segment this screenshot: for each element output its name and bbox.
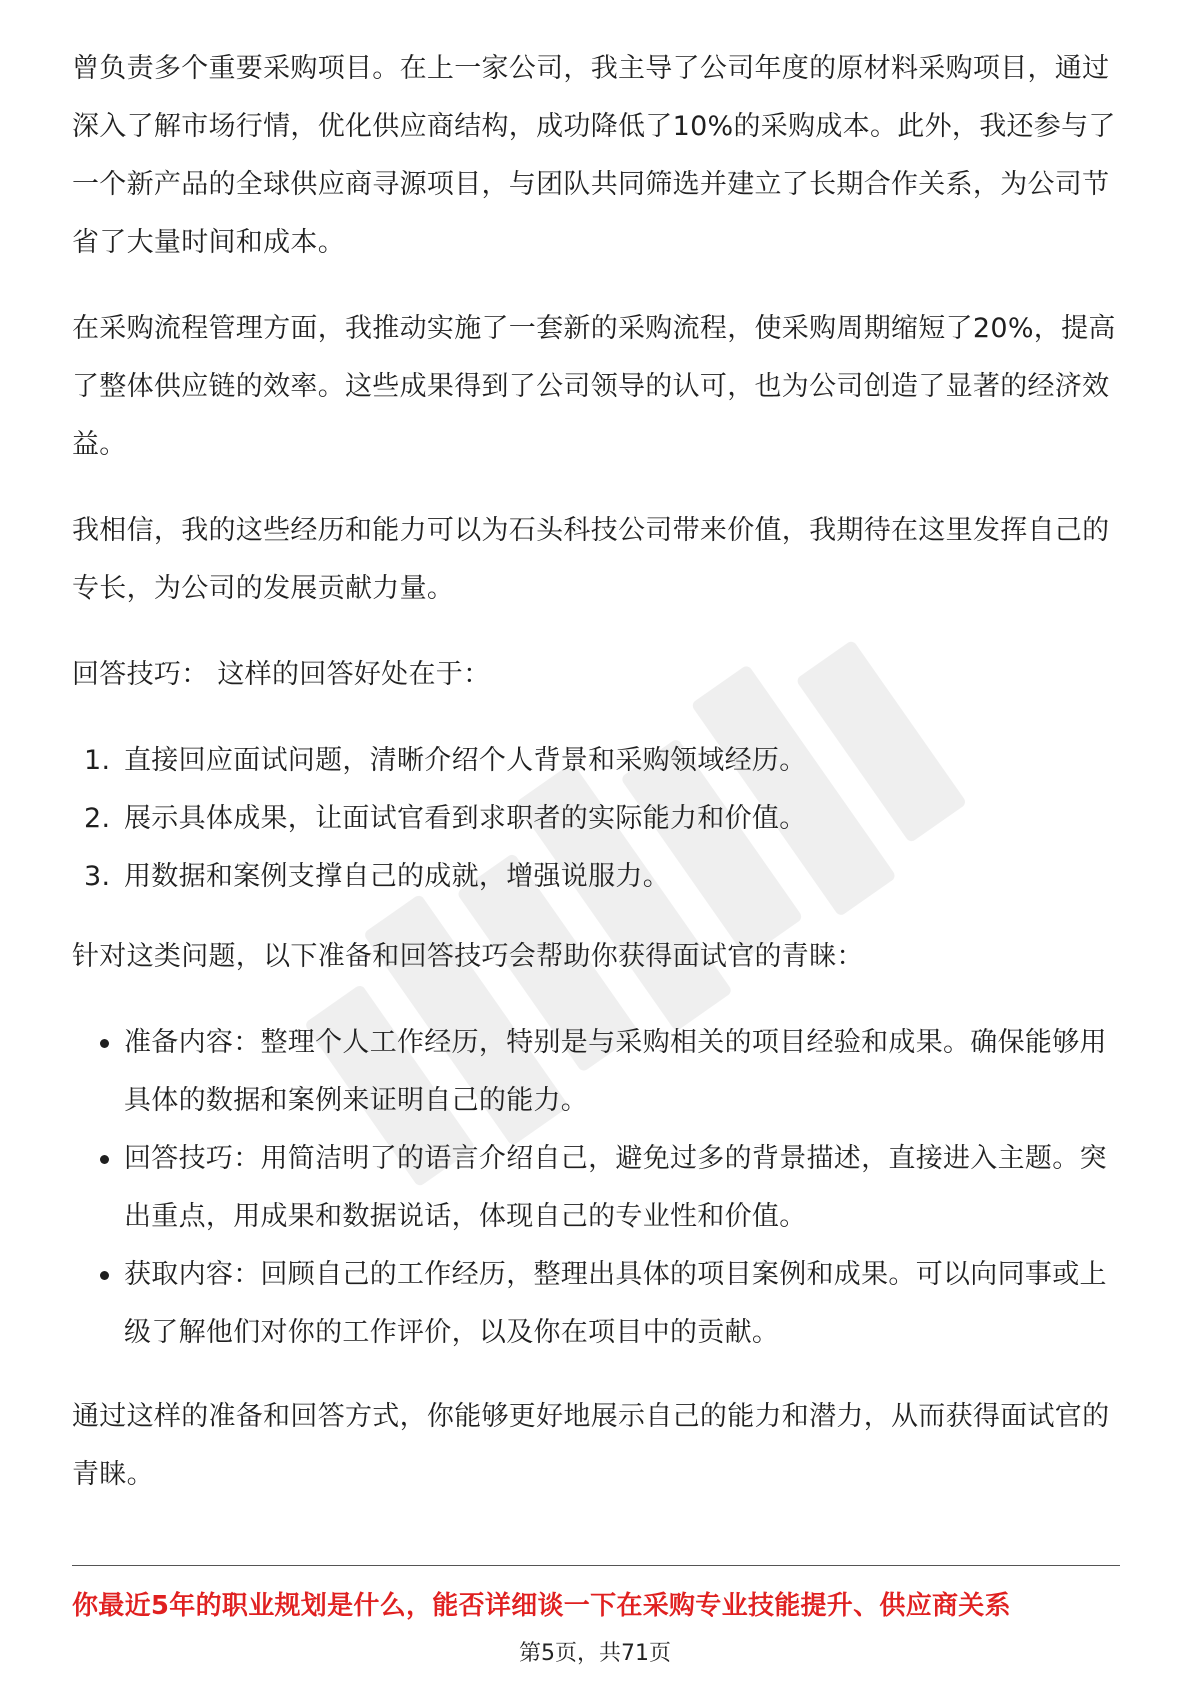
- list-number: 2.: [84, 803, 111, 834]
- list-item-text: 准备内容：整理个人工作经历，特别是与采购相关的项目经验和成果。确保能够用具体的数据和案例来证明自己的能力。: [124, 1027, 1107, 1116]
- numbered-list-item: [72, 732, 1120, 790]
- list-item-text: 直接回应面试问题，清晰介绍个人背景和采购领域经历。: [124, 745, 807, 776]
- bullet-icon: [100, 1155, 109, 1164]
- paragraph-belief: 我相信，我的这些经历和能力可以为石头科技公司带来价值，我期待在这里发挥自己的专长，为公司的发展贡献力量。: [72, 515, 1110, 604]
- page-number: 第5页，共71页: [519, 1641, 671, 1666]
- bullet-list-item: [72, 1246, 1120, 1362]
- bullet-list: [72, 1014, 1120, 1362]
- list-number: 1.: [84, 745, 111, 776]
- footer-divider: [72, 1565, 1120, 1566]
- list-number: 3.: [84, 861, 111, 892]
- list-item-text: 获取内容：回顾自己的工作经历，整理出具体的项目案例和成果。可以向同事或上级了解他们对你的工作评价，以及你在项目中的贡献。: [124, 1259, 1107, 1348]
- paragraph-conclusion: 通过这样的准备和回答方式，你能够更好地展示自己的能力和潜力，从而获得面试官的青睐。: [72, 1401, 1110, 1490]
- bullet-icon: [100, 1271, 109, 1280]
- bullet-icon: [100, 1039, 109, 1048]
- bullet-list-item: [72, 1014, 1120, 1130]
- bullet-list-item: [72, 1130, 1120, 1246]
- list-item-text: 展示具体成果，让面试官看到求职者的实际能力和价值。: [124, 803, 807, 834]
- list-item-text: 回答技巧：用简洁明了的语言介绍自己，避免过多的背景描述，直接进入主题。突出重点，用成果和数据说话，体现自己的专业性和价值。: [124, 1143, 1107, 1232]
- paragraph-process-management: 在采购流程管理方面，我推动实施了一套新的采购流程，使采购周期缩短了20%，提高了整体供应链的效率。这些成果得到了公司领导的认可，也为公司创造了显著的经济效益。: [72, 313, 1116, 460]
- paragraph-experience: 曾负责多个重要采购项目。在上一家公司，我主导了公司年度的原材料采购项目，通过深入了解市场行情，优化供应商结构，成功降低了10%的采购成本。此外，我还参与了一个新产品的全球供应商寻源项目，与团队共同筛选并建立了长期合作关系，为公司节省了大量时间和成本。: [72, 53, 1116, 258]
- numbered-list-item: [72, 848, 1120, 906]
- numbered-list-item: [72, 790, 1120, 848]
- numbered-list: [72, 732, 1120, 906]
- main-content: [72, 40, 1120, 1532]
- next-question-title: 你最近5年的职业规划是什么，能否详细谈一下在采购专业技能提升、供应商关系: [72, 1591, 1011, 1621]
- list-item-text: 用数据和案例支撑自己的成就，增强说服力。: [124, 861, 670, 892]
- answer-tips-heading: 回答技巧： 这样的回答好处在于：: [72, 659, 491, 690]
- paragraph-tips-intro: 针对这类问题，以下准备和回答技巧会帮助你获得面试官的青睐：: [72, 941, 864, 972]
